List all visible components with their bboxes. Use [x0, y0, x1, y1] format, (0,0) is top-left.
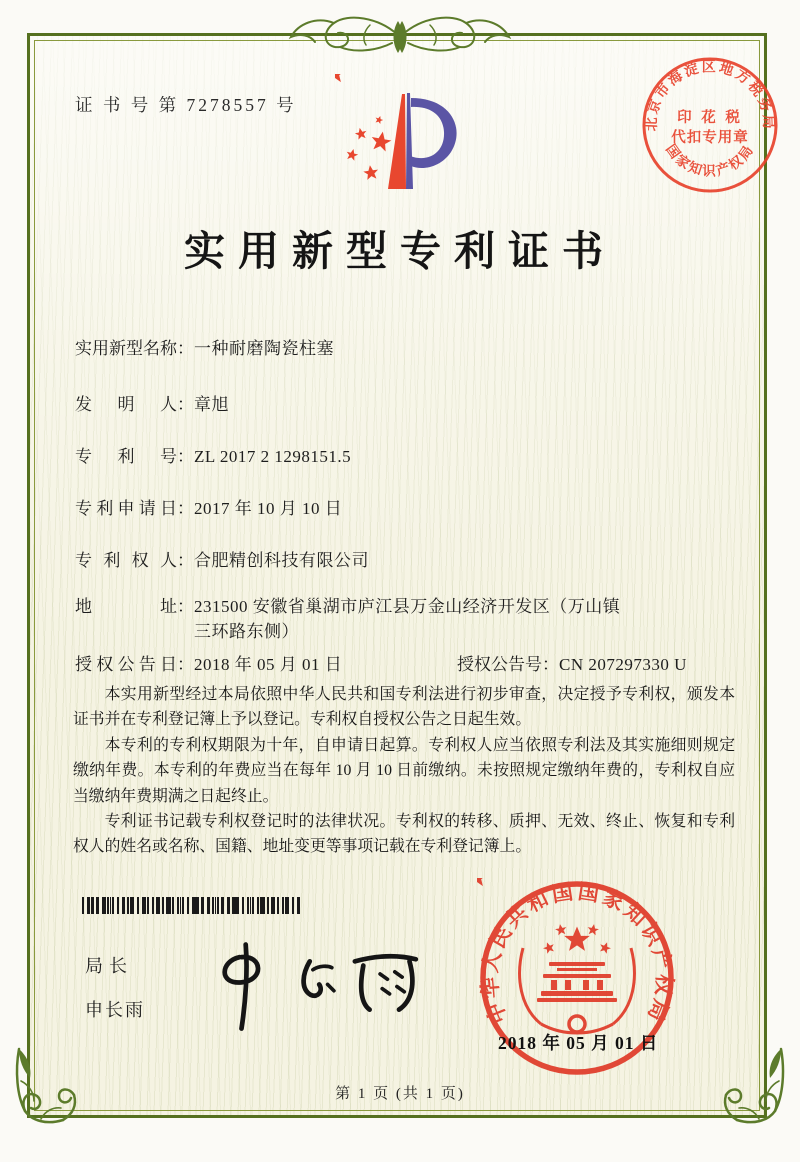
field-row-address	[75, 592, 620, 642]
body-paragraph: 本专利的专利权期限为十年，自申请日起算。专利权人应当依照专利法及其实施细则规定缴纳年费。本专利的年费应当在每年 10 月 10 日前缴纳。未按照规定缴纳年费的，专利权自应当缴纳年费期满之日起终止。	[73, 736, 735, 805]
tax-stamp-line2: 代扣专用章	[671, 130, 749, 146]
field-colon: ：	[542, 655, 559, 674]
field-value: CN 207297330 U	[559, 655, 687, 674]
field-value-line2: 三环路东侧）	[194, 622, 299, 641]
field-label: 专利权人	[75, 551, 177, 570]
body-paragraph: 本实用新型经过本局依照中华人民共和国专利法进行初步审查，决定授予专利权，颁发本证书并在专利登记簿上予以登记。专利权自授权公告之日起生效。	[73, 686, 735, 729]
field-value: 一种耐磨陶瓷柱塞	[194, 339, 334, 358]
field-colon: ：	[177, 655, 194, 674]
field-colon: ：	[177, 447, 194, 466]
field-row-inventor	[75, 390, 229, 415]
seal-ring-text: 中华人民共和国国家知识产权局	[477, 879, 677, 1028]
tax-stamp-line1: 印 花 税	[677, 110, 743, 126]
field-label: 发明人	[75, 395, 177, 414]
field-label: 实用新型名称	[75, 339, 177, 358]
top-flourish-icon	[280, 11, 520, 57]
field-value: ZL 2017 2 1298151.5	[194, 447, 352, 466]
field-row-patent-no	[75, 442, 351, 467]
field-colon: ：	[177, 597, 194, 616]
body-paragraph: 专利证书记载专利权登记时的法律状况。专利权的转移、质押、无效、终止、恢复和专利权人的姓名或名称、国籍、地址变更等事项记载在专利登记簿上。	[73, 813, 735, 856]
field-row-grant	[75, 650, 735, 675]
field-colon: ：	[177, 499, 194, 518]
field-value: 231500 安徽省巢湖市庐江县万金山经济开发区（万山镇	[194, 597, 621, 616]
field-colon: ：	[177, 339, 194, 358]
field-colon: ：	[177, 551, 194, 570]
field-colon: ：	[177, 395, 194, 414]
field-value: 合肥精创科技有限公司	[194, 551, 369, 570]
svg-text:国家知识产权局	[663, 141, 757, 178]
field-value: 章旭	[194, 395, 229, 414]
svg-text:中华人民共和国国家知识产权局	[477, 879, 676, 1027]
barcode	[82, 897, 300, 914]
field-row-patentee	[75, 546, 369, 571]
field-value: 2018 年 05 月 01 日	[194, 655, 343, 674]
field-grant-no	[457, 650, 687, 675]
cnipa-patent-logo-icon	[335, 74, 465, 204]
certificate-title: 实用新型专利证书	[184, 228, 616, 274]
legal-body-text	[73, 682, 735, 860]
field-label: 授权公告号	[457, 655, 542, 674]
page-number: 第 1 页 (共 1 页)	[335, 1086, 465, 1102]
field-label: 地址	[75, 597, 177, 616]
signature-handwriting	[210, 938, 420, 1033]
field-label: 授权公告日	[75, 655, 177, 674]
field-row-name	[75, 334, 334, 359]
field-value: 2017 年 10 月 10 日	[194, 499, 343, 518]
field-label: 专利申请日	[75, 499, 177, 518]
seal-date: 2018 年 05 月 01 日	[498, 1033, 659, 1053]
field-row-filing-date	[75, 494, 342, 519]
signer-title: 局长	[85, 956, 133, 976]
signer-name: 申长雨	[85, 1000, 145, 1020]
field-label: 专利号	[75, 447, 177, 466]
certificate-number: 证 书 号 第 7278557 号	[75, 95, 297, 115]
tax-stamp-arc-top: 北京市海淀区地方税务局	[644, 60, 776, 132]
tax-stamp-seal	[640, 55, 780, 195]
tax-stamp-arc-bottom: 国家知识产权局	[663, 141, 757, 179]
